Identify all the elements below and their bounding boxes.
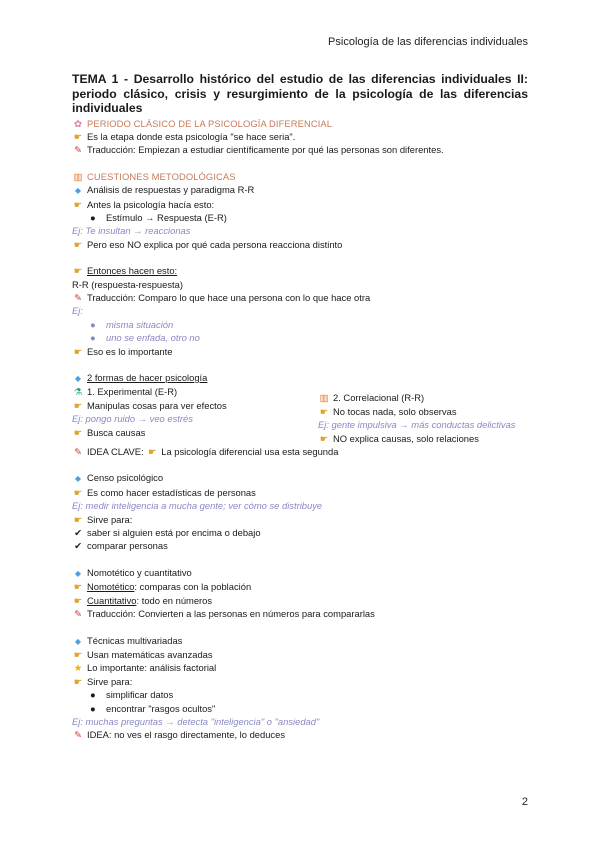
text-line: ☛ NO explica causas, solo relaciones <box>319 432 479 444</box>
diamond-icon: ◆ <box>74 186 82 196</box>
test-tube-icon: ⚗ <box>73 386 83 398</box>
pointing-hand-icon: ☛ <box>73 675 83 687</box>
text-line: ☛ Entonces hacen esto: <box>73 265 178 277</box>
text-line: ⚗ 1. Experimental (E-R) <box>73 386 178 398</box>
bar-chart-icon: ▥ <box>73 170 83 182</box>
text-line: ✎ Traducción: Empiezan a estudiar científicamente por qué las personas son diferentes. <box>72 143 528 156</box>
text-line: R-R (respuesta-respuesta) <box>72 278 183 290</box>
example-line: Ej: medir inteligencia a mucha gente; ver cómo se distribuye <box>72 500 323 512</box>
check-item: ✔ saber si alguien está por encima o debajo <box>72 526 528 539</box>
text-line: ☛ Eso es lo importante <box>73 345 173 357</box>
text-line: ☛ Sirve para: <box>73 513 133 525</box>
pushpin-icon: ✎ <box>74 608 82 620</box>
bullet-dot: ● <box>90 689 96 701</box>
pushpin-icon: ✎ <box>74 291 82 303</box>
bullet-dot: ● <box>90 332 96 344</box>
text-line: ☛ Manipulas cosas para ver efectos <box>73 399 227 411</box>
pointing-hand-icon: ☛ <box>73 581 83 593</box>
text-line: ☛ Cuantitativo: todo en números <box>73 594 213 606</box>
pointing-hand-icon: ☛ <box>73 198 83 210</box>
star-icon: ★ <box>73 662 83 674</box>
brain-icon: ✿ <box>74 117 82 129</box>
pointing-hand-icon: ☛ <box>73 426 83 438</box>
section-heading-formas: ◆ 2 formas de hacer psicología <box>72 371 528 385</box>
text-line: ✎ Traducción: Comparo lo que hace una persona con lo que hace otra <box>72 291 528 304</box>
example-line: Ej: gente impulsiva → más conductas delictivas <box>318 419 516 431</box>
section-heading-censo: ◆ Censo psicológico <box>72 471 528 485</box>
pointing-hand-icon: ☛ <box>319 405 329 417</box>
diamond-icon: ◆ <box>74 474 82 484</box>
document-body <box>72 72 528 742</box>
text-line: ▥ 2. Correlacional (R-R) <box>319 392 425 404</box>
pointing-hand-icon: ☛ <box>73 486 83 498</box>
section-heading-tecnicas: ◆ Técnicas multivariadas <box>72 634 528 648</box>
check-item: ✔ comparar personas <box>72 539 528 552</box>
text-line: ☛ Pero eso NO explica por qué cada persona reacciona distinto <box>73 238 343 250</box>
pointing-hand-icon: ☛ <box>73 513 83 525</box>
list-item: ● misma situación <box>90 318 174 330</box>
text-line: ☛ Es la etapa donde esta psicología "se hace seria". <box>73 130 296 142</box>
diamond-icon: ◆ <box>74 636 82 646</box>
pointing-hand-icon: ☛ <box>73 648 83 660</box>
section-heading-cuestiones-metodologicas: ▥ CUESTIONES METODOLÓGICAS <box>73 170 236 182</box>
example-line: Ej: pongo ruido → veo estrés <box>72 413 193 425</box>
text-line: ✎ Traducción: Convierten a las personas en números para compararlas <box>72 607 528 620</box>
pointing-hand-icon: ☛ <box>73 345 83 357</box>
pointing-hand-icon: ☛ <box>148 446 157 458</box>
section-heading-nomotetico: ◆ Nomotético y cuantitativo <box>72 566 528 580</box>
running-header: Psicología de las diferencias individuales <box>328 36 528 48</box>
text-line: ☛ Es como hacer estadísticas de personas <box>73 486 256 498</box>
example-line: Ej: muchas preguntas → detecta "inteligencia" o "ansiedad" <box>72 715 320 727</box>
bullet-dot: ● <box>90 318 96 330</box>
column-correlacional <box>300 385 528 445</box>
text-line: ★ Lo importante: análisis factorial <box>73 662 217 674</box>
bar-chart-icon: ▥ <box>319 392 329 404</box>
list-item: ● simplificar datos <box>90 689 174 701</box>
text-line: ☛ Usan matemáticas avanzadas <box>73 648 213 660</box>
text-line: ✎ IDEA: no ves el rasgo directamente, lo deduces <box>72 728 528 741</box>
pushpin-icon: ✎ <box>74 144 82 156</box>
list-item: ● uno se enfada, otro no <box>90 332 200 344</box>
text-line: ☛ Antes la psicología hacía esto: <box>73 198 215 210</box>
list-item: ● encontrar "rasgos ocultos" <box>90 702 216 714</box>
section-heading-periodo-clasico: ✿ PERIODO CLÁSICO DE LA PSICOLOGÍA DIFERENCIAL <box>72 117 528 130</box>
text-line: ☛ Nomotético: comparas con la población <box>73 581 252 593</box>
page-title: TEMA 1 - Desarrollo histórico del estudio de las diferencias individuales II: periodo clásico, crisis y resurgimiento de la psicología de las diferencias individuales <box>72 72 528 115</box>
bullet-dot: ● <box>90 702 96 714</box>
text-line: ☛ Busca causas <box>73 426 146 438</box>
pointing-hand-icon: ☛ <box>73 130 83 142</box>
pointing-hand-icon: ☛ <box>73 238 83 250</box>
list-item: ● Estímulo → Respuesta (E-R) <box>90 211 227 223</box>
pointing-hand-icon: ☛ <box>73 594 83 606</box>
text-line: ◆ Análisis de respuestas y paradigma R-R <box>72 183 528 197</box>
pushpin-icon: ✎ <box>74 729 82 741</box>
pushpin-icon: ✎ <box>74 446 82 458</box>
example-line: Ej: <box>72 305 83 317</box>
text-line: ☛ No tocas nada, solo observas <box>319 405 457 417</box>
pointing-hand-icon: ☛ <box>73 265 83 277</box>
column-experimental <box>72 385 300 445</box>
two-column-block <box>72 385 528 445</box>
check-mark-icon: ✔ <box>74 527 82 539</box>
page-number: 2 <box>521 796 528 808</box>
pointing-hand-icon: ☛ <box>319 432 329 444</box>
pointing-hand-icon: ☛ <box>73 399 83 411</box>
diamond-icon: ◆ <box>74 568 82 578</box>
diamond-icon: ◆ <box>74 374 82 383</box>
text-line: ☛ Sirve para: <box>73 675 133 687</box>
example-line: Ej: Te insultan → reaccionas <box>72 225 191 237</box>
bullet-dot: ● <box>90 211 96 223</box>
key-idea-line: ✎ IDEA CLAVE: ☛ La psicología diferencial usa esta segunda <box>72 445 528 458</box>
check-mark-icon: ✔ <box>74 540 82 552</box>
